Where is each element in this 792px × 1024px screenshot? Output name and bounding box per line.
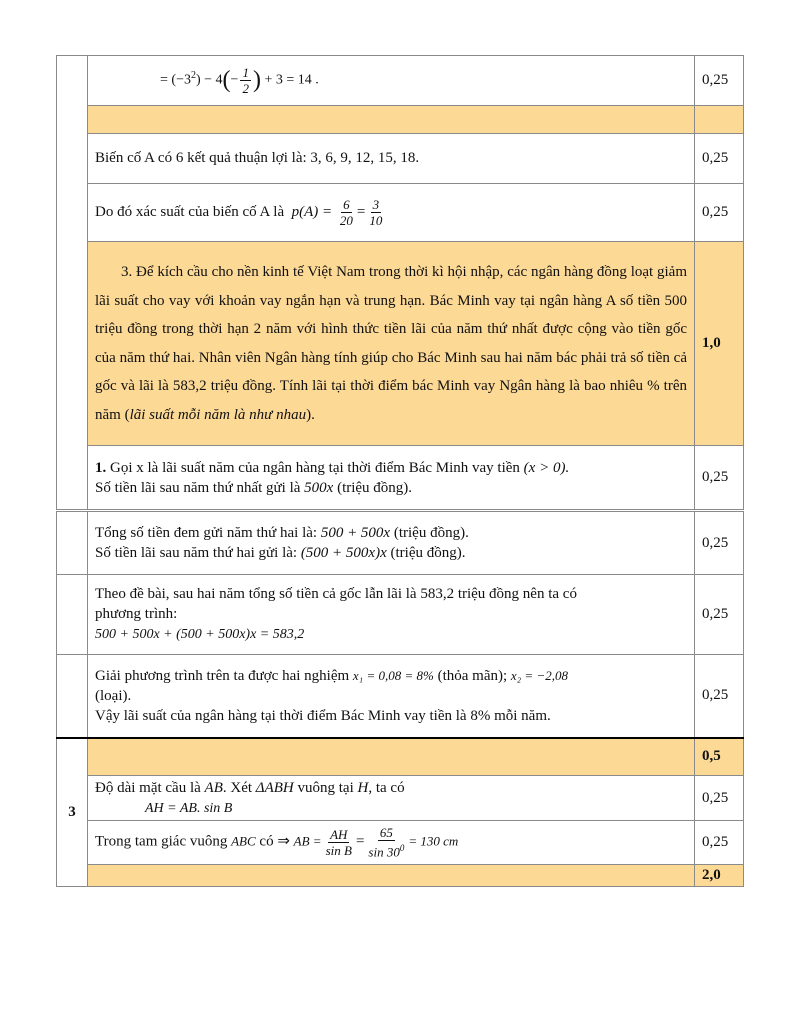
score-cell: 0,25 — [695, 512, 744, 575]
table-row — [57, 134, 744, 184]
event-outcomes-text: Biến cố A có 6 kết quả thuận lợi là: 3, 6, 9, 12, 15, 18. — [88, 134, 695, 184]
fraction: $\frac{3}{10}$ — [369, 197, 383, 228]
table-row — [57, 446, 744, 510]
table-row — [57, 776, 744, 821]
question-number-cell — [57, 512, 88, 575]
score-cell: 0,25 — [695, 134, 744, 184]
highlight-row-cell — [88, 106, 695, 134]
solution-step-3: Theo đề bài, sau hai năm tổng số tiền cả gốc lẫn lãi là 583,2 triệu đồng nên ta có phương trình: 500 + 500x + (500 + 500x)x = 583,2 — [88, 575, 695, 655]
table-row — [57, 56, 744, 106]
solution-step-q3a: Độ dài mặt cầu là AB. Xét ΔABH vuông tại H, ta có AH = AB. sin B — [88, 776, 695, 821]
table-row — [57, 865, 744, 887]
solution-step-2: Tổng số tiền đem gửi năm thứ hai là: 500 + 500x (triệu đồng). Số tiền lãi sau năm thứ hai gửi là: (500 + 500x)x (triệu đồng). — [88, 512, 695, 575]
score-cell: 0,25 — [695, 56, 744, 106]
score-cell: 0,25 — [695, 446, 744, 510]
solution-step-4: Giải phương trình trên ta được hai nghiệm x₁ = 0,08 = 8% (thỏa mãn); x₂ = −2,08 (loại). Vậy lãi suất của ngân hàng tại thời điểm Bác Minh vay tiền là 8% mỗi năm. — [88, 655, 695, 738]
fraction: $\frac{1}{2}$ — [242, 65, 249, 96]
table-row — [57, 738, 744, 776]
score-cell: 2,0 — [695, 865, 744, 887]
score-cell: 0,25 — [695, 821, 744, 865]
table-row — [57, 106, 744, 134]
solution-step-q3b: Trong tam giác vuông ABC có ⇒ AB = $\frac{AH}{\text{sin B}}$ = $\frac{65}{\sin 30^0}$ = 130 cm — [88, 821, 695, 865]
question-number-cell: 3 — [57, 738, 88, 887]
question-number-cell — [57, 56, 88, 510]
highlight-row-cell — [88, 865, 695, 887]
fraction: $\frac{65}{\sin 30^0}$ — [368, 825, 405, 860]
score-cell — [695, 106, 744, 134]
answer-table-continued — [56, 511, 744, 887]
table-row — [57, 512, 744, 575]
table-row — [57, 655, 744, 738]
fraction: $\frac{AH}{\text{sin B}}$ — [325, 826, 352, 858]
score-cell: 0,25 — [695, 655, 744, 738]
expression-cell: = $(-3^2) - 4(-$ $\frac{1}{2}$ ) + 3 = 14 . — [88, 56, 695, 106]
highlight-row-cell — [88, 738, 695, 776]
fraction: $\frac{6}{20}$ — [339, 197, 353, 228]
table-row — [57, 575, 744, 655]
table-row — [57, 184, 744, 242]
score-cell: 1,0 — [695, 242, 744, 446]
question-number-cell — [57, 575, 88, 655]
probability-cell: Do đó xác suất của biến cố A là p(A) = $\frac{6}{20}$ = $\frac{3}{10}$ — [88, 184, 695, 242]
table-row — [57, 242, 744, 446]
question-number-cell — [57, 655, 88, 738]
score-cell: 0,25 — [695, 184, 744, 242]
table-row — [57, 821, 744, 865]
solution-step-1: 1. Gọi x là lãi suất năm của ngân hàng tại thời điểm Bác Minh vay tiền (x > 0). Số tiền lãi sau năm thứ nhất gửi là 500x (triệu đồng). — [88, 446, 695, 510]
score-cell: 0,25 — [695, 575, 744, 655]
answer-table — [56, 55, 744, 510]
score-cell: 0,25 — [695, 776, 744, 821]
score-cell: 0,5 — [695, 738, 744, 776]
problem-statement: 3. Để kích cầu cho nền kinh tế Việt Nam trong thời kì hội nhập, các ngân hàng đồng loạt giảm lãi suất cho vay với khoản vay ngắn hạn và trung hạn. Bác Minh vay tại ngân hàng A số tiền 500 triệu đồng trong thời hạn 2 năm với hình thức tiền lãi của năm thứ nhất được cộng vào tiền gốc của năm thứ hai. Nhân viên Ngân hàng tính giúp cho Bác Minh sau hai năm bác phải trả số tiền cả gốc và lãi là 583,2 triệu đồng. Tính lãi tại thời điểm bác Minh vay Ngân hàng là bao nhiêu % trên năm (lãi suất mỗi năm là như nhau). — [88, 242, 695, 446]
